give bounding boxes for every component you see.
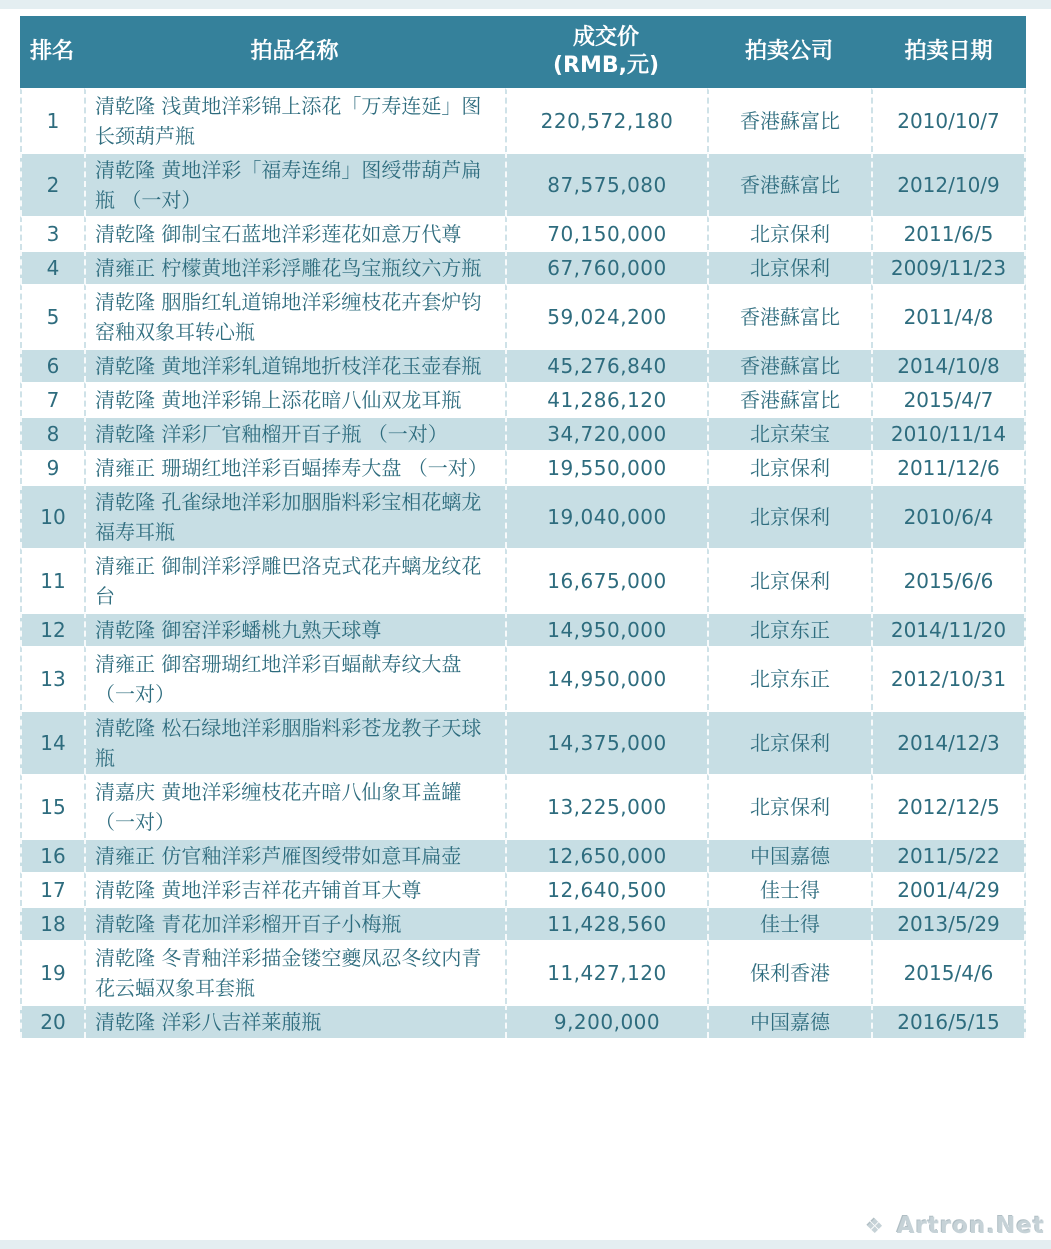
lot-name-cell: 清乾隆 御制宝石蓝地洋彩莲花如意万代尊 — [84, 216, 505, 250]
rank-cell: 20 — [20, 1004, 84, 1038]
rank-cell: 19 — [20, 940, 84, 1004]
table-row — [20, 710, 1026, 774]
header-company: 拍卖公司 — [707, 16, 871, 88]
table-header — [20, 16, 1026, 88]
rank-cell: 7 — [20, 382, 84, 416]
lot-name-cell: 清乾隆 黄地洋彩吉祥花卉铺首耳大尊 — [84, 872, 505, 906]
table-body — [20, 88, 1026, 1038]
lot-name-cell: 清雍正 御窑珊瑚红地洋彩百蝠献寿纹大盘 （一对） — [84, 646, 505, 710]
rank-cell: 3 — [20, 216, 84, 250]
lot-name-cell: 清雍正 御制洋彩浮雕巴洛克式花卉螭龙纹花台 — [84, 548, 505, 612]
company-cell: 香港蘇富比 — [707, 152, 871, 216]
date-cell: 2011/6/5 — [871, 216, 1026, 250]
price-cell: 19,040,000 — [505, 484, 707, 548]
price-cell: 14,375,000 — [505, 710, 707, 774]
price-cell: 34,720,000 — [505, 416, 707, 450]
company-cell: 北京保利 — [707, 216, 871, 250]
lot-name-cell: 清乾隆 黄地洋彩锦上添花暗八仙双龙耳瓶 — [84, 382, 505, 416]
lot-name-cell: 清乾隆 松石绿地洋彩胭脂料彩苍龙教子天球瓶 — [84, 710, 505, 774]
lot-name-cell: 清乾隆 黄地洋彩轧道锦地折枝洋花玉壶春瓶 — [84, 348, 505, 382]
rank-cell: 12 — [20, 612, 84, 646]
table-row — [20, 548, 1026, 612]
rank-cell: 1 — [20, 88, 84, 152]
table-row — [20, 646, 1026, 710]
table-row — [20, 838, 1026, 872]
company-cell: 北京荣宝 — [707, 416, 871, 450]
rank-cell: 15 — [20, 774, 84, 838]
date-cell: 2013/5/29 — [871, 906, 1026, 940]
price-cell: 12,650,000 — [505, 838, 707, 872]
header-price-main: 成交价 — [572, 25, 639, 50]
company-cell: 北京保利 — [707, 484, 871, 548]
watermark-text: Artron.Net — [896, 1213, 1045, 1239]
rank-cell: 4 — [20, 250, 84, 284]
table-row — [20, 416, 1026, 450]
header-price-sub: (RMB,元) — [552, 53, 660, 78]
lot-name-cell: 清雍正 仿官釉洋彩芦雁图绶带如意耳扁壶 — [84, 838, 505, 872]
company-cell: 保利香港 — [707, 940, 871, 1004]
rank-cell: 18 — [20, 906, 84, 940]
lot-name-cell: 清乾隆 黄地洋彩「福寿连绵」图绶带葫芦扁瓶 （一对） — [84, 152, 505, 216]
table-row — [20, 348, 1026, 382]
date-cell: 2016/5/15 — [871, 1004, 1026, 1038]
rank-cell: 17 — [20, 872, 84, 906]
company-cell: 佳士得 — [707, 906, 871, 940]
date-cell: 2011/12/6 — [871, 450, 1026, 484]
date-cell: 2015/6/6 — [871, 548, 1026, 612]
rank-cell: 10 — [20, 484, 84, 548]
date-cell: 2011/4/8 — [871, 284, 1026, 348]
rank-cell: 2 — [20, 152, 84, 216]
company-cell: 北京保利 — [707, 548, 871, 612]
lot-name-cell: 清乾隆 冬青釉洋彩描金镂空夔凤忍冬纹内青花云蝠双象耳套瓶 — [84, 940, 505, 1004]
company-cell: 北京保利 — [707, 250, 871, 284]
price-cell: 19,550,000 — [505, 450, 707, 484]
date-cell: 2012/10/9 — [871, 152, 1026, 216]
price-cell: 220,572,180 — [505, 88, 707, 152]
lot-name-cell: 清乾隆 青花加洋彩榴开百子小梅瓶 — [84, 906, 505, 940]
date-cell: 2012/12/5 — [871, 774, 1026, 838]
watermark — [866, 1213, 1045, 1239]
price-cell: 67,760,000 — [505, 250, 707, 284]
company-cell: 中国嘉德 — [707, 838, 871, 872]
lot-name-cell: 清嘉庆 黄地洋彩缠枝花卉暗八仙象耳盖罐 （一对） — [84, 774, 505, 838]
date-cell: 2011/5/22 — [871, 838, 1026, 872]
artron-diamond-icon: ❖ — [865, 1214, 885, 1238]
company-cell: 香港蘇富比 — [707, 348, 871, 382]
price-cell: 11,427,120 — [505, 940, 707, 1004]
table-row — [20, 484, 1026, 548]
table-row — [20, 450, 1026, 484]
rank-cell: 8 — [20, 416, 84, 450]
date-cell: 2001/4/29 — [871, 872, 1026, 906]
lot-name-cell: 清乾隆 御窑洋彩蟠桃九熟天球尊 — [84, 612, 505, 646]
price-cell: 9,200,000 — [505, 1004, 707, 1038]
table-row — [20, 906, 1026, 940]
rank-cell: 14 — [20, 710, 84, 774]
rank-cell: 5 — [20, 284, 84, 348]
price-cell: 13,225,000 — [505, 774, 707, 838]
date-cell: 2010/11/14 — [871, 416, 1026, 450]
header-rank: 排名 — [20, 16, 84, 88]
date-cell: 2010/6/4 — [871, 484, 1026, 548]
lot-name-cell: 清乾隆 胭脂红轧道锦地洋彩缠枝花卉套炉钧窑釉双象耳转心瓶 — [84, 284, 505, 348]
table-row — [20, 382, 1026, 416]
date-cell: 2012/10/31 — [871, 646, 1026, 710]
rank-cell: 16 — [20, 838, 84, 872]
table-row — [20, 88, 1026, 152]
price-cell: 70,150,000 — [505, 216, 707, 250]
company-cell: 香港蘇富比 — [707, 88, 871, 152]
company-cell: 北京东正 — [707, 612, 871, 646]
price-cell: 16,675,000 — [505, 548, 707, 612]
table-row — [20, 250, 1026, 284]
table-row — [20, 1004, 1026, 1038]
rank-cell: 11 — [20, 548, 84, 612]
table-row — [20, 216, 1026, 250]
table-row — [20, 284, 1026, 348]
header-row — [20, 16, 1026, 88]
company-cell: 香港蘇富比 — [707, 382, 871, 416]
price-cell: 87,575,080 — [505, 152, 707, 216]
price-cell: 41,286,120 — [505, 382, 707, 416]
company-cell: 中国嘉德 — [707, 1004, 871, 1038]
price-cell: 11,428,560 — [505, 906, 707, 940]
lot-name-cell: 清雍正 柠檬黄地洋彩浮雕花鸟宝瓶纹六方瓶 — [84, 250, 505, 284]
auction-ranking-table — [20, 16, 1026, 1038]
company-cell: 北京东正 — [707, 646, 871, 710]
table-row — [20, 152, 1026, 216]
lot-name-cell: 清雍正 珊瑚红地洋彩百蝠捧寿大盘 （一对） — [84, 450, 505, 484]
rank-cell: 13 — [20, 646, 84, 710]
date-cell: 2009/11/23 — [871, 250, 1026, 284]
date-cell: 2014/11/20 — [871, 612, 1026, 646]
price-cell: 59,024,200 — [505, 284, 707, 348]
table-row — [20, 940, 1026, 1004]
lot-name-cell: 清乾隆 浅黄地洋彩锦上添花「万寿连延」图长颈葫芦瓶 — [84, 88, 505, 152]
lot-name-cell: 清乾隆 孔雀绿地洋彩加胭脂料彩宝相花螭龙福寿耳瓶 — [84, 484, 505, 548]
price-cell: 14,950,000 — [505, 612, 707, 646]
company-cell: 北京保利 — [707, 774, 871, 838]
table-row — [20, 612, 1026, 646]
company-cell: 北京保利 — [707, 450, 871, 484]
company-cell: 香港蘇富比 — [707, 284, 871, 348]
company-cell: 北京保利 — [707, 710, 871, 774]
rank-cell: 6 — [20, 348, 84, 382]
date-cell: 2014/12/3 — [871, 710, 1026, 774]
date-cell: 2014/10/8 — [871, 348, 1026, 382]
price-cell: 14,950,000 — [505, 646, 707, 710]
table-row — [20, 872, 1026, 906]
price-cell: 12,640,500 — [505, 872, 707, 906]
header-price — [505, 16, 707, 88]
header-lot-name: 拍品名称 — [84, 16, 505, 88]
price-cell: 45,276,840 — [505, 348, 707, 382]
company-cell: 佳士得 — [707, 872, 871, 906]
date-cell: 2010/10/7 — [871, 88, 1026, 152]
table-row — [20, 774, 1026, 838]
date-cell: 2015/4/6 — [871, 940, 1026, 1004]
date-cell: 2015/4/7 — [871, 382, 1026, 416]
header-date: 拍卖日期 — [871, 16, 1026, 88]
lot-name-cell: 清乾隆 洋彩八吉祥莱菔瓶 — [84, 1004, 505, 1038]
rank-cell: 9 — [20, 450, 84, 484]
lot-name-cell: 清乾隆 洋彩厂官釉榴开百子瓶 （一对） — [84, 416, 505, 450]
